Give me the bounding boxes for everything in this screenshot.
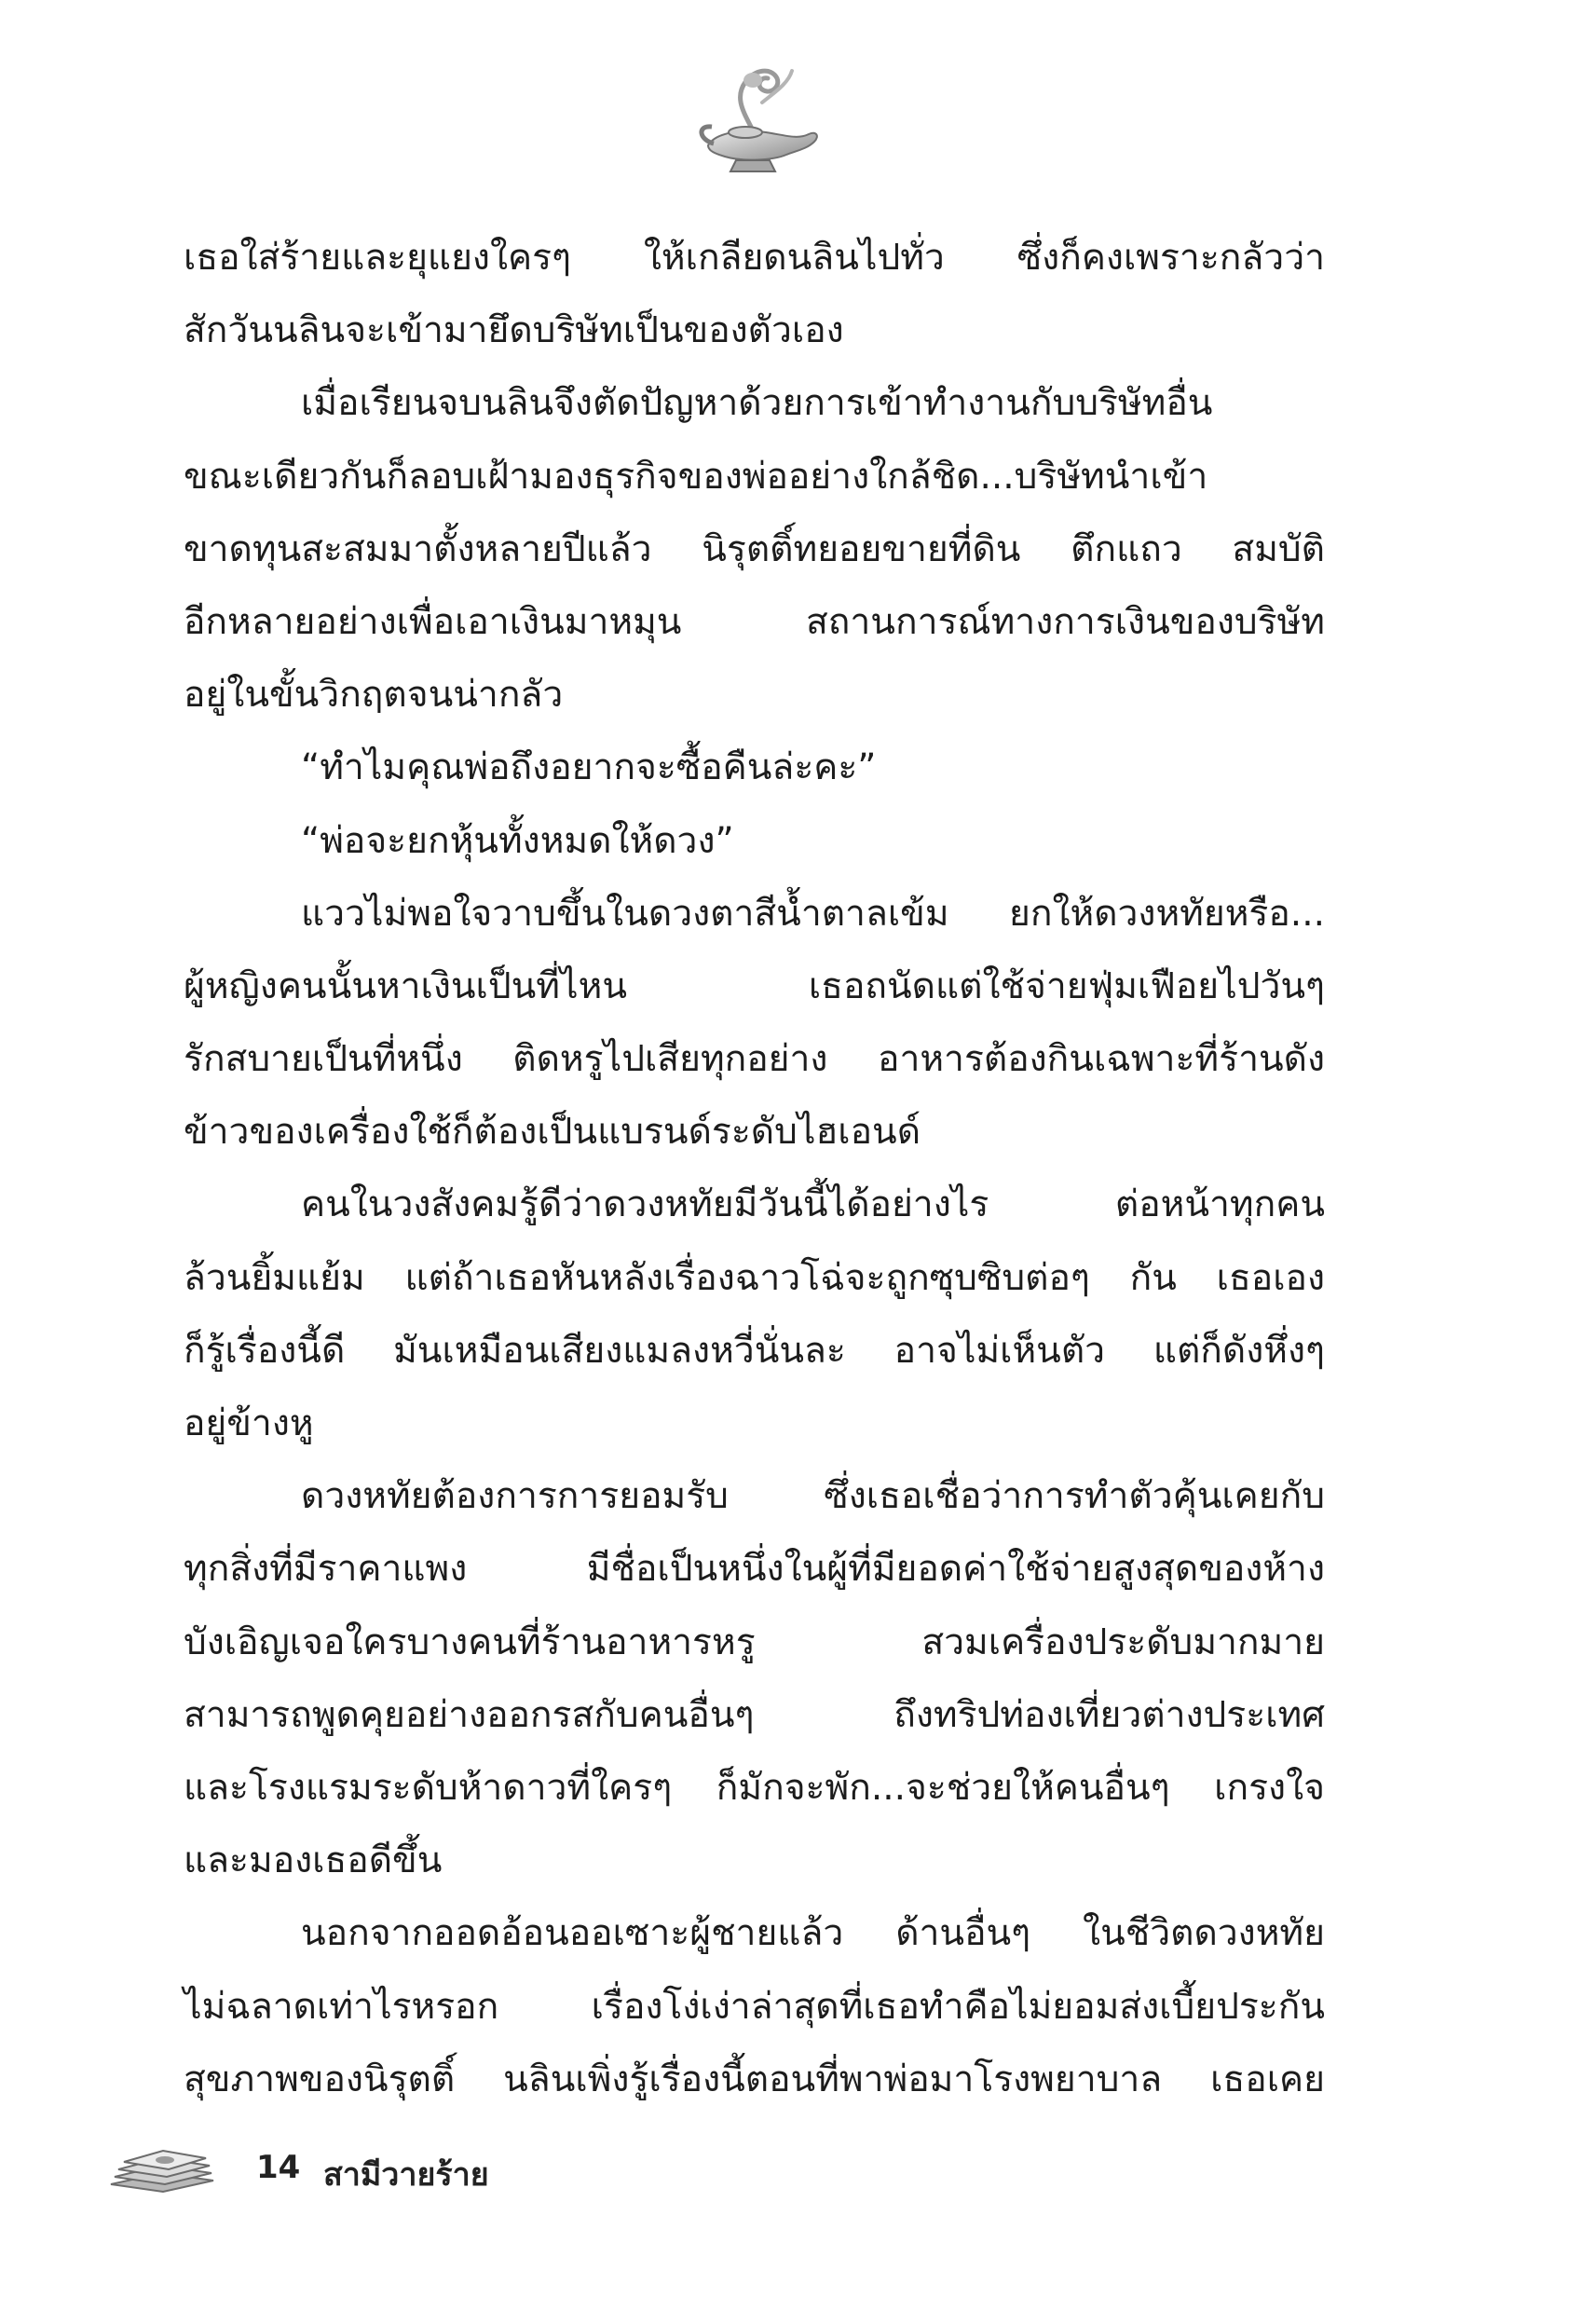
text-line: นอกจากออดอ้อนออเซาะผู้ชายแล้ว ด้านอื่นๆ ในชีวิตดวงหทัย (301, 1912, 1325, 1955)
text-line: สุขภาพของนิรุตติ์ นลินเพิ่งรู้เรื่องนี้ตอนที่พาพ่อมาโรงพยาบาล เธอเคย (184, 2058, 1325, 2100)
text-line: ทุกสิ่งที่มีราคาแพง มีชื่อเป็นหนึ่งในผู้ที่มียอดค่าใช้จ่ายสูงสุดของห้าง (184, 1548, 1325, 1591)
text-line: และมองเธอดีขึ้น (184, 1839, 443, 1882)
book-title: สามีวายร้าย (323, 2156, 489, 2194)
chapter-body-text (184, 222, 1325, 2116)
text-line: บังเอิญเจอใครบางคนที่ร้านอาหารหรู สวมเครื่องประดับมากมาย (184, 1620, 1325, 1663)
text-line: แววไม่พอใจวาบขึ้นในดวงตาสีน้ำตาลเข้ม ยกให้ดวงหทัยหรือ... (301, 892, 1325, 935)
text-line: เธอใส่ร้ายและยุแยงใครๆ ให้เกลียดนลินไปทั่ว ซึ่งก็คงเพราะกลัวว่า (184, 237, 1325, 279)
text-line: ขณะเดียวกันก็ลอบเฝ้ามองธุรกิจของพ่ออย่างใกล้ชิด...บริษัทนำเข้า (184, 455, 1208, 498)
text-line: คนในวงสังคมรู้ดีว่าดวงหทัยมีวันนี้ได้อย่างไร ต่อหน้าทุกคน (301, 1183, 1325, 1226)
money-stack-icon (107, 2143, 217, 2195)
text-line: ข้าวของเครื่องใช้ก็ต้องเป็นแบรนด์ระดับไฮเอนด์ (184, 1111, 921, 1154)
text-line: ล้วนยิ้มแย้ม แต่ถ้าเธอหันหลังเรื่องฉาวโฉ่จะถูกซุบซิบต่อๆ กัน เธอเอง (184, 1256, 1325, 1299)
text-line: สามารถพูดคุยอย่างออกรสกับคนอื่นๆ ถึงทริปท่องเที่ยวต่างประเทศ (184, 1693, 1325, 1736)
text-line: อยู่ในขั้นวิกฤตจนน่ากลัว (184, 674, 564, 717)
text-line: “พ่อจะยกหุ้นทั้งหมดให้ดวง” (301, 819, 734, 862)
page-number: 14 (256, 2149, 301, 2186)
genie-lamp-icon (688, 47, 827, 186)
text-line: อีกหลายอย่างเพื่อเอาเงินมาหมุน สถานการณ์ทางการเงินของบริษัท (184, 600, 1325, 643)
page-footer (107, 2143, 759, 2199)
text-line: ไม่ฉลาดเท่าไรหรอก เรื่องโง่เง่าล่าสุดที่เธอทำคือไม่ยอมส่งเบี้ยประกัน (184, 1985, 1325, 2028)
text-line: ก็รู้เรื่องนี้ดี มันเหมือนเสียงแมลงหวี่นั่นละ อาจไม่เห็นตัว แต่ก็ดังหึ่งๆ (184, 1329, 1325, 1372)
text-line: ขาดทุนสะสมมาตั้งหลายปีแล้ว นิรุตติ์ทยอยขายที่ดิน ตึกแถว สมบัติ (184, 527, 1325, 570)
text-line: รักสบายเป็นที่หนึ่ง ติดหรูไปเสียทุกอย่าง อาหารต้องกินเฉพาะที่ร้านดัง (184, 1038, 1325, 1081)
text-line: เมื่อเรียนจบนลินจึงตัดปัญหาด้วยการเข้าทำงานกับบริษัทอื่น (301, 382, 1213, 425)
text-line: อยู่ข้างหู (184, 1402, 314, 1444)
text-line: ดวงหทัยต้องการการยอมรับ ซึ่งเธอเชื่อว่าการทำตัวคุ้นเคยกับ (301, 1475, 1325, 1518)
text-line: ผู้หญิงคนนั้นหาเงินเป็นที่ไหน เธอถนัดแต่ใช้จ่ายฟุ่มเฟือยไปวันๆ (184, 964, 1325, 1007)
text-line: “ทำไมคุณพ่อถึงอยากจะซื้อคืนล่ะคะ” (301, 746, 877, 789)
text-line: และโรงแรมระดับห้าดาวที่ใครๆ ก็มักจะพัก...จะช่วยให้คนอื่นๆ เกรงใจ (184, 1766, 1325, 1809)
text-line: สักวันนลินจะเข้ามายึดบริษัทเป็นของตัวเอง (184, 309, 844, 352)
